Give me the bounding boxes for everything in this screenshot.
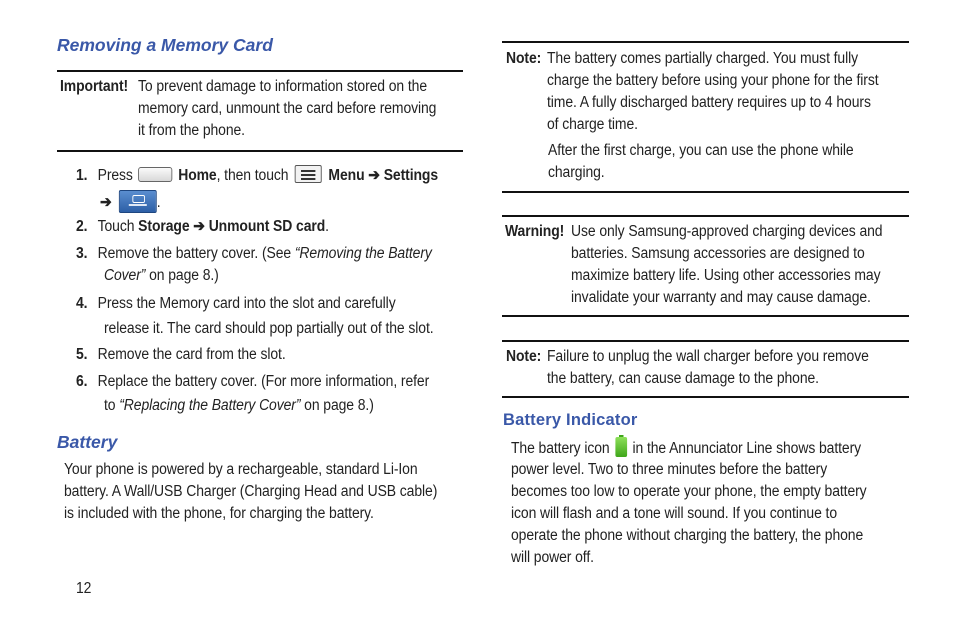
arrow-icon: ➔ [100, 194, 112, 211]
important-line-2: memory card, unmount the card before removing [138, 100, 437, 117]
settings-app-icon [119, 190, 157, 213]
indicator-line-5: operate the phone without charging the battery, the phone [511, 527, 864, 544]
step-number: 2. [76, 218, 88, 235]
home-key-icon [138, 167, 172, 182]
step-5 [76, 344, 286, 366]
step-text: . [156, 194, 161, 211]
cross-reference: “Removing the Battery [294, 245, 432, 262]
note1-line-3: time. A fully discharged battery requires up to 4 hours [547, 94, 871, 111]
section-title-battery-indicator: Battery Indicator [503, 411, 638, 429]
warning-line-1: Use only Samsung-approved charging devices and [571, 223, 883, 240]
divider [57, 70, 463, 72]
warning-label: Warning! [505, 223, 565, 240]
arrow-icon: ➔ [193, 218, 205, 235]
note1-line-2: charge the battery before using your phone for the first [547, 72, 879, 89]
indicator-line-2: power level. Two to three minutes before the battery [511, 461, 828, 478]
divider [502, 215, 909, 217]
note2-line-1: Failure to unplug the wall charger before you remove [547, 348, 869, 365]
step-4 [76, 293, 396, 315]
battery-para-line-3: is included with the phone, for charging the battery. [64, 505, 374, 522]
unmount-label: Unmount SD card [208, 218, 326, 235]
menu-key-icon [295, 165, 322, 183]
menu-label: Menu [328, 167, 365, 184]
indicator-line-4: icon will flash and a tone will sound. If you continue to [511, 505, 837, 522]
step-1-cont [100, 190, 161, 214]
step-text: , then touch [216, 167, 289, 184]
note-label: Note: [506, 348, 542, 365]
step-text: Replace the battery cover. (For more information, refer [97, 373, 430, 390]
settings-label: Settings [383, 167, 439, 184]
step-text: Remove the card from the slot. [97, 346, 286, 363]
step-text: Remove the battery cover. (See [97, 245, 295, 262]
storage-label: Storage [138, 218, 190, 235]
step-number: 3. [76, 245, 88, 262]
important-line-3: it from the phone. [138, 122, 245, 139]
step-6 [76, 371, 429, 393]
step-number: 1. [76, 167, 88, 184]
step-text: Press [97, 167, 133, 184]
step-number: 4. [76, 295, 88, 312]
battery-icon [615, 437, 627, 457]
note2-line-2: the battery, can cause damage to the phone. [547, 370, 819, 387]
battery-para-line-1: Your phone is powered by a rechargeable, standard Li-Ion [64, 461, 418, 478]
battery-para-line-2: battery. A Wall/USB Charger (Charging Head and USB cable) [64, 483, 438, 500]
step-text: on page 8.) [145, 267, 219, 284]
step-3-cont [104, 265, 219, 287]
step-text: Press the Memory card into the slot and carefully [97, 295, 396, 312]
divider [502, 396, 909, 398]
step-2 [76, 216, 329, 238]
step-number: 5. [76, 346, 88, 363]
indicator-line-1 [511, 437, 861, 460]
step-number: 6. [76, 373, 88, 390]
cross-reference: Cover” [104, 267, 146, 284]
section-title-removing-memory-card: Removing a Memory Card [57, 35, 273, 55]
step-text: on page 8.) [300, 397, 374, 414]
warning-line-4: invalidate your warranty and may cause damage. [571, 289, 871, 306]
important-line-1: To prevent damage to information stored on the [138, 78, 427, 95]
warning-line-2: batteries. Samsung accessories are designed to [571, 245, 865, 262]
warning-line-3: maximize battery life. Using other accessories may [571, 267, 881, 284]
cross-reference: “Replacing the Battery Cover” [119, 397, 301, 414]
step-text: . [325, 218, 329, 235]
indicator-line-6: will power off. [511, 549, 594, 566]
step-text: Touch [97, 218, 135, 235]
divider [502, 340, 909, 342]
note1-line-4: of charge time. [547, 116, 638, 133]
step-text: to [104, 397, 120, 414]
divider [57, 150, 463, 152]
home-label: Home [178, 167, 217, 184]
step-6-cont [104, 395, 374, 417]
step-1 [76, 165, 438, 187]
section-title-battery: Battery [57, 432, 118, 452]
divider [502, 41, 909, 43]
note1-line-1: The battery comes partially charged. You must fully [547, 50, 859, 67]
page-number: 12 [76, 580, 92, 597]
note1-line-6: charging. [548, 164, 605, 181]
divider [502, 191, 909, 193]
divider [502, 315, 909, 317]
step-4-cont: release it. The card should pop partially out of the slot. [104, 320, 434, 337]
arrow-icon: ➔ [368, 167, 380, 184]
note1-line-5: After the first charge, you can use the phone while [548, 142, 854, 159]
indicator-text: in the Annunciator Line shows battery [632, 440, 862, 457]
note-label: Note: [506, 50, 542, 67]
step-3 [76, 243, 432, 265]
indicator-text: The battery icon [511, 440, 610, 457]
indicator-line-3: becomes too low to operate your phone, the empty battery [511, 483, 867, 500]
important-label: Important! [60, 78, 129, 95]
